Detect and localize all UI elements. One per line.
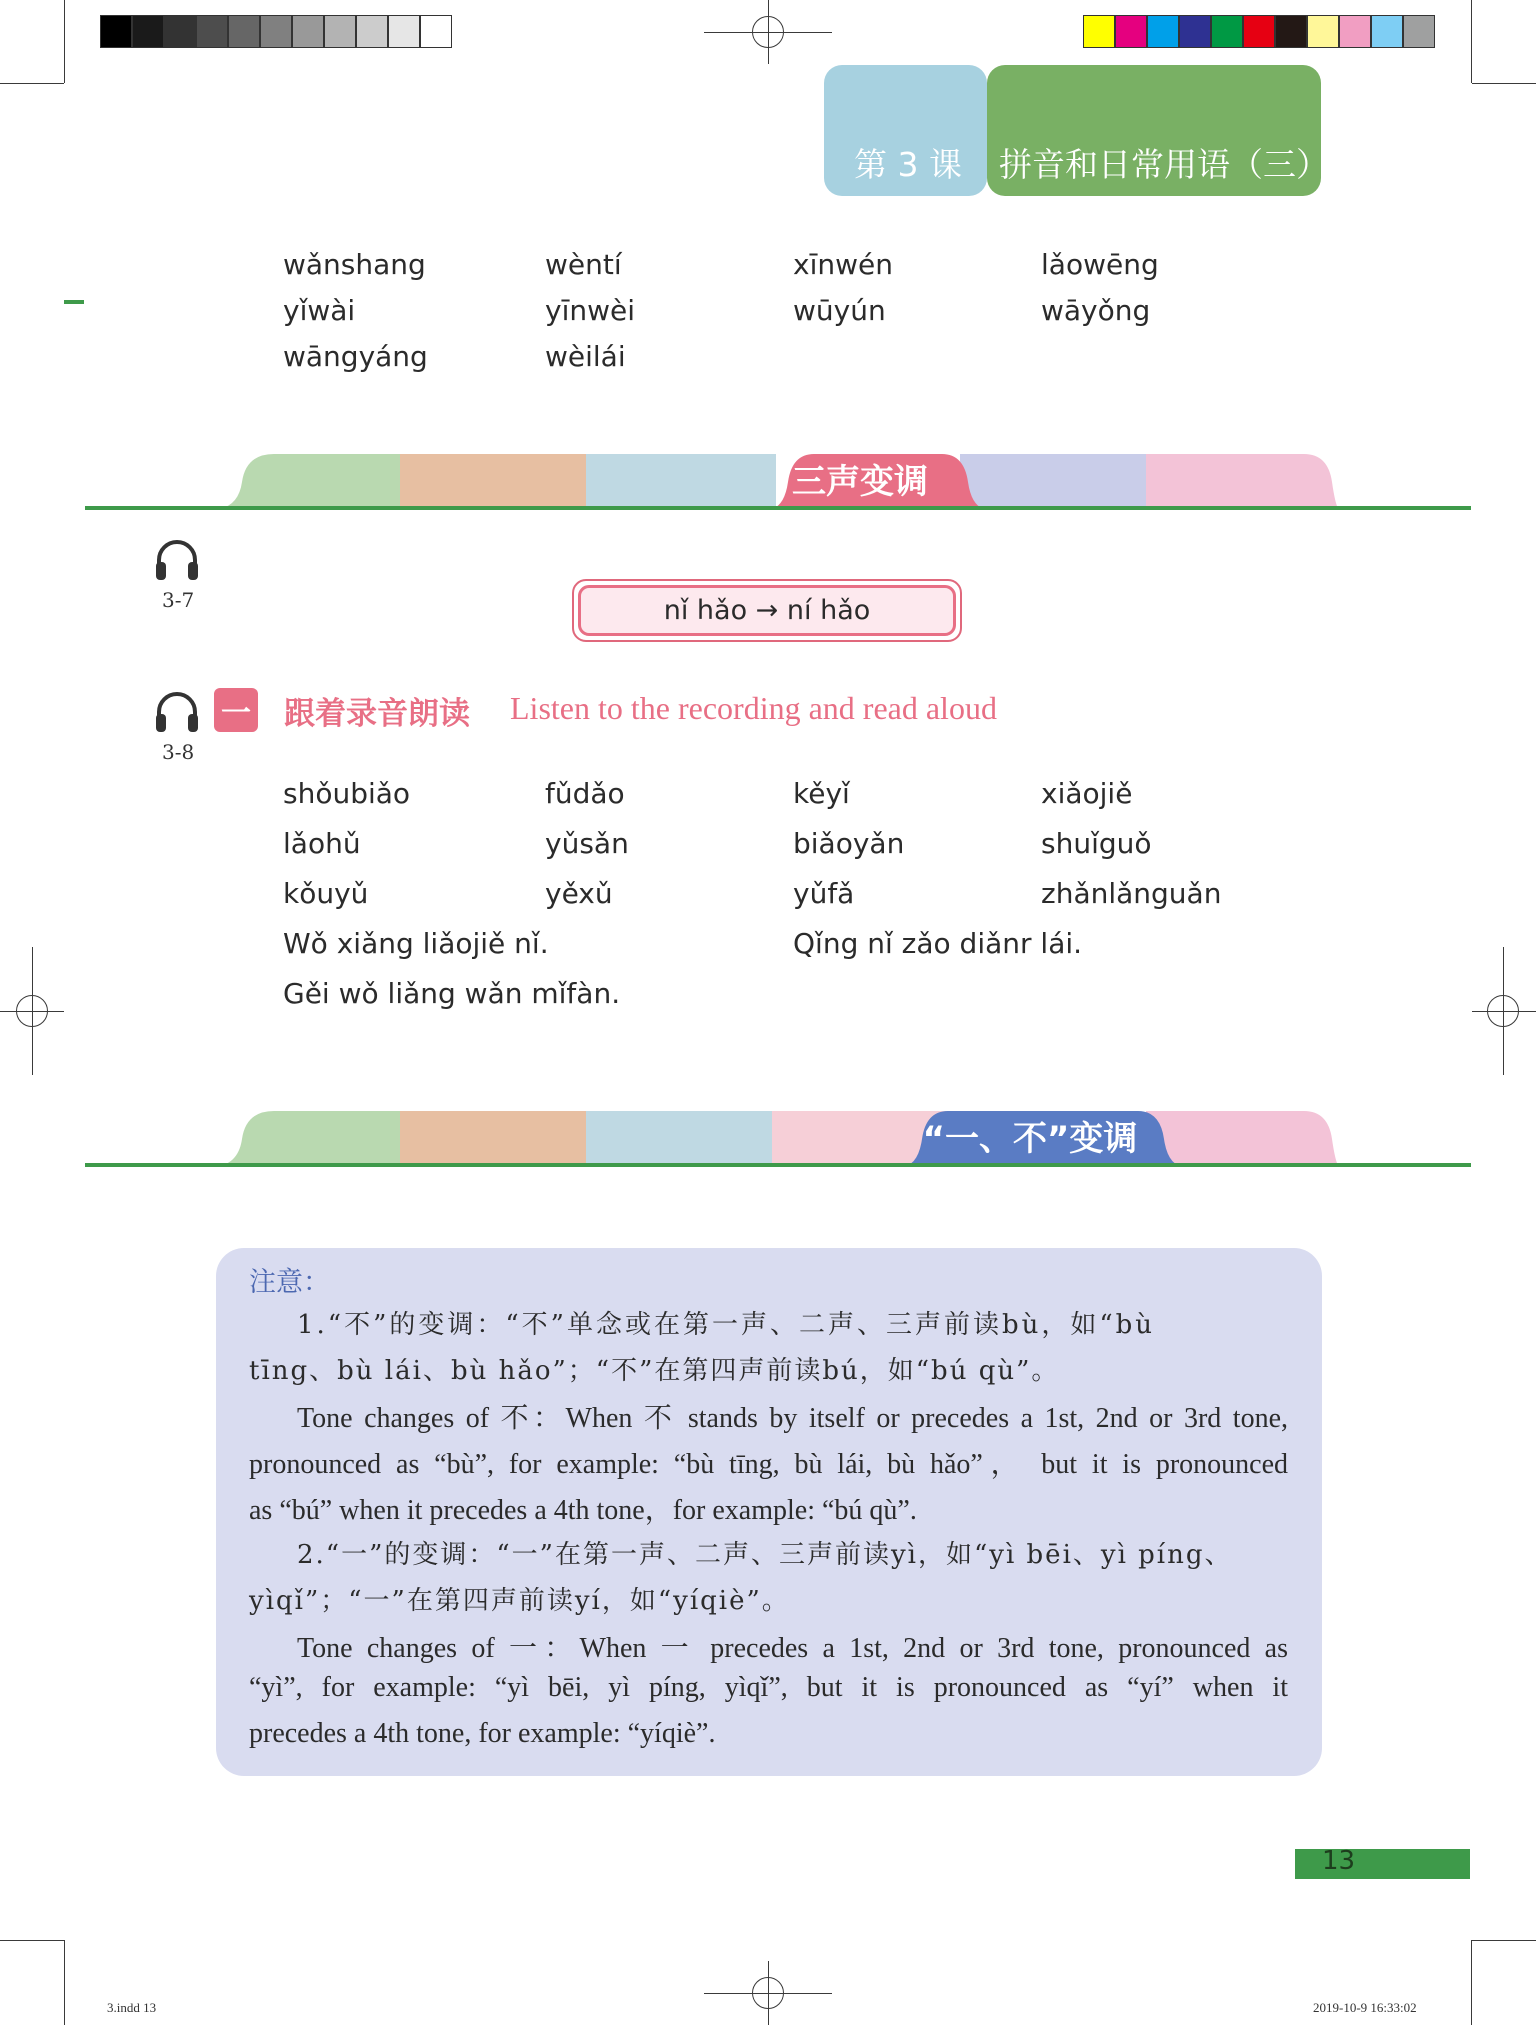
banner-ribbon [210,1111,1340,1167]
exercise-number-badge: 一 [214,688,258,732]
lesson-label: 第 3 课 [854,145,962,184]
color-swatch [356,15,388,48]
color-swatch [292,15,324,48]
word: wèilái [545,340,626,373]
word: wāngyáng [283,340,428,373]
page-number: 13 [1322,1846,1356,1876]
color-swatch [1371,15,1403,48]
print-timestamp: 2019-10-9 16:33:02 [1313,2000,1417,2015]
margin-marker [64,300,84,304]
color-swatch [388,15,420,48]
note-line: Tone changes of 一：When 一 precedes a 1st, 2nd or 3rd tone, pronounced as [297,1633,1288,1664]
sentence: Qǐng nǐ zǎo diǎnr lái. [793,927,1083,960]
color-swatch [164,15,196,48]
word: yīnwèi [545,294,636,327]
word: kǒuyǔ [283,877,369,910]
section-title: 三声变调 [792,462,928,502]
word: yěxǔ [545,877,613,910]
note-line: yìqǐ”；“一”在第四声前读yí，如“yíqiè”。 [249,1586,790,1616]
word: shuǐguǒ [1041,827,1152,860]
word: zhǎnlǎnguǎn [1041,877,1222,910]
word: xīnwén [793,248,893,281]
sentence: Gěi wǒ liǎng wǎn mǐfàn. [283,977,621,1010]
word: xiǎojiě [1041,777,1133,810]
tone-change-text: nǐ hǎo → ní hǎo [578,585,956,636]
note-line: as “bú” when it precedes a 4th tone，for example: “bú qù”. [249,1495,917,1526]
audio-track-number: 3-7 [162,588,195,612]
audio-track-number: 3-8 [162,740,195,764]
word: wǎnshang [283,248,426,281]
color-swatch [1179,15,1211,48]
word: biǎoyǎn [793,827,905,860]
sentence: Wǒ xiǎng liǎojiě nǐ. [283,927,549,960]
note-line: 1.“不”的变调：“不”单念或在第一声、二声、三声前读bù，如“bù [297,1310,1156,1340]
exercise-title-en: Listen to the recording and read aloud [510,690,997,726]
color-swatch [1307,15,1339,48]
color-swatch [1083,15,1115,48]
section-divider [85,1163,1471,1167]
color-swatch [100,15,132,48]
color-swatch [1403,15,1435,48]
lesson-title: 拼音和日常用语（三） [999,145,1329,184]
word: fǔdǎo [545,777,625,810]
note-line: precedes a 4th tone, for example: “yíqiè”. [249,1718,716,1749]
color-swatch [1275,15,1307,48]
note-line: tīng、bù lái、bù hǎo”；“不”在第四声前读bú，如“bú qù”。 [249,1356,1060,1386]
note-line: pronounced as “bù”, for example: “bù tīng, bù lái, bù hǎo”， but it is pronounced [249,1449,1288,1480]
word: yǐwài [283,294,356,327]
color-swatch [132,15,164,48]
word: lǎohǔ [283,827,361,860]
headphones-icon[interactable] [154,688,200,734]
lesson-title-tab [987,65,1329,196]
word: yǔsǎn [545,827,629,860]
color-swatch [1115,15,1147,48]
color-swatch [1211,15,1243,48]
note-line: 2.“一”的变调：“一”在第一声、二声、三声前读yì，如“yì bēi、yì píng、 [297,1540,1233,1570]
word: wèntí [545,248,622,281]
color-swatch [1243,15,1275,48]
note-line: “yì”, for example: “yì bēi, yì píng, yìqǐ”, but it is pronounced as “yí” when it [249,1672,1288,1703]
tone-change-example [572,579,962,642]
section-divider [85,506,1471,510]
lesson-number-tab [824,65,987,196]
color-swatch [1147,15,1179,48]
color-swatch [228,15,260,48]
color-swatch [324,15,356,48]
file-slug: 3.indd 13 [107,2000,157,2015]
headphones-icon[interactable] [154,536,200,582]
note-line: Tone changes of 不：When 不 stands by itself or precedes a 1st, 2nd or 3rd tone, [297,1403,1288,1434]
word: yǔfǎ [793,877,855,910]
color-swatch [196,15,228,48]
word: wāyǒng [1041,294,1151,327]
color-swatch [420,15,452,48]
color-swatch [260,15,292,48]
word: lǎowēng [1041,248,1159,281]
color-swatch [1339,15,1371,48]
word: shǒubiǎo [283,777,411,810]
word: kěyǐ [793,777,850,810]
word: wūyún [793,294,886,327]
exercise-title-cn: 跟着录音朗读 [284,696,470,732]
section-title: “一、不”变调 [922,1119,1138,1159]
note-heading: 注意： [249,1267,330,1298]
